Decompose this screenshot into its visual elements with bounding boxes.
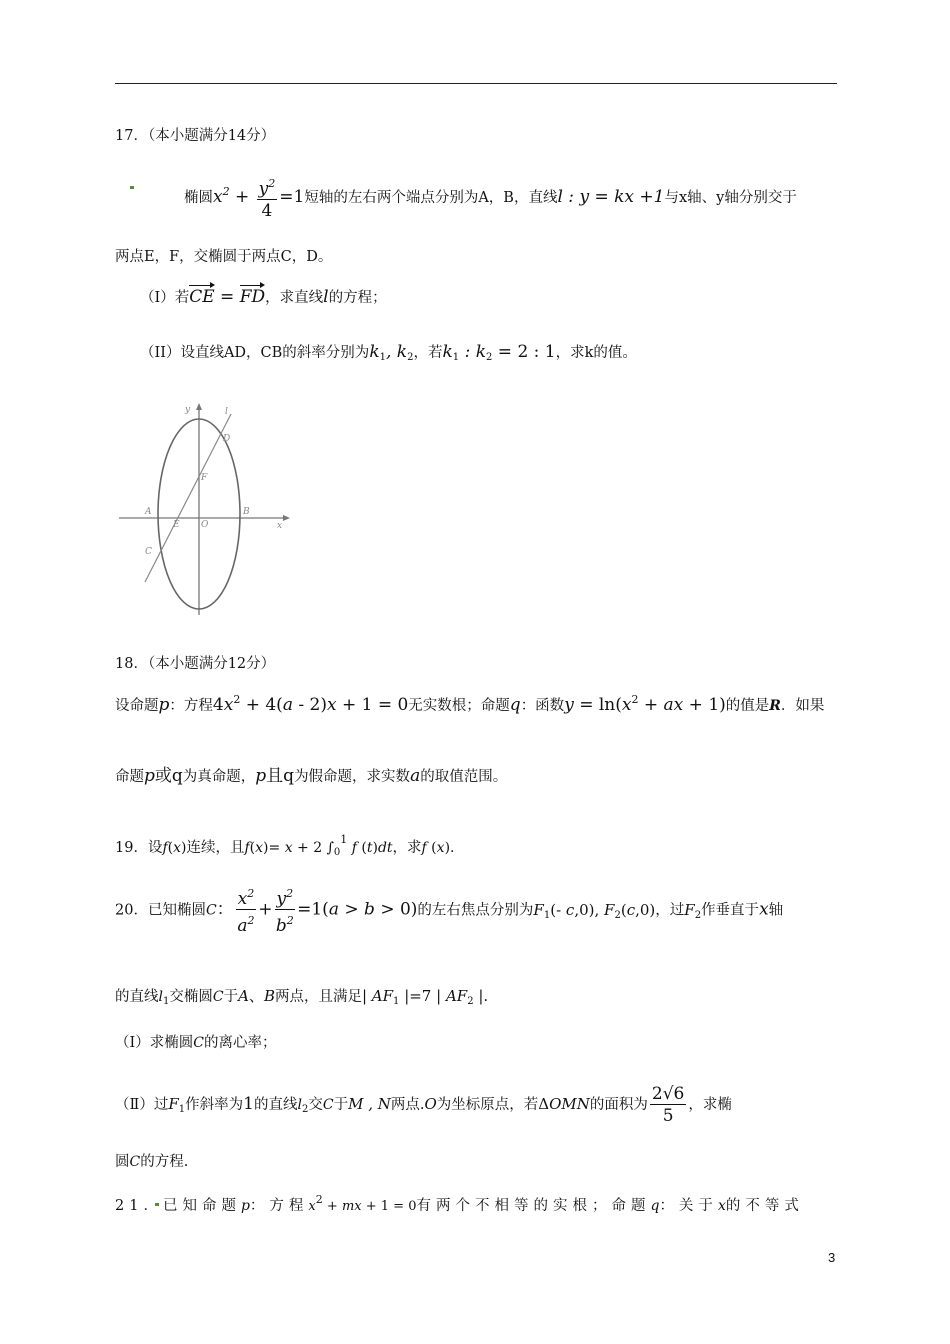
q19-text: 连续，且 <box>186 840 245 856</box>
math-mn: M , N <box>348 1095 391 1113</box>
math-q: q <box>650 1198 660 1214</box>
q18-text: 的取值范围。 <box>420 769 508 785</box>
math-triangle-omn: ΔOMN <box>538 1095 590 1113</box>
q17-part-2 <box>140 342 837 368</box>
math-fx-2: f (x). <box>421 840 455 856</box>
math-f1: $F_1$ <box>168 1095 186 1115</box>
q18-text: 为真命题， <box>182 769 256 785</box>
math-x: x <box>717 1198 726 1214</box>
q17-text: （I）若 <box>140 290 190 306</box>
q20-text: 的面积为 <box>589 1097 648 1113</box>
math-p-and-q: p且q <box>255 766 295 786</box>
math-function: $y = \ln(x^2$ + ax + 1) <box>564 693 726 715</box>
math-fraction: $\frac{y^2}{4}$ <box>257 174 278 222</box>
y-axis-arrow-icon <box>196 403 202 410</box>
math-c: C <box>205 902 217 919</box>
q20-text: 的方程. <box>140 1154 189 1170</box>
x-axis-arrow-icon <box>283 515 290 521</box>
q21-text: 的不等式 <box>725 1198 804 1214</box>
math-equation-21: $x^2$ + mx + 1 = 0 <box>308 1193 417 1214</box>
math-ellipse: $x^2$ + <box>213 185 255 207</box>
math-ratio: $k_1$ : $k_2 = 2$ : 1 <box>442 342 556 363</box>
ellipse-figure <box>115 400 295 620</box>
q18-text: 设命题 <box>115 698 159 714</box>
q18-text: 命题 <box>115 769 144 785</box>
q19-text: 19．设 <box>115 840 163 856</box>
q20-line-2 <box>115 986 837 1012</box>
label-a: A <box>145 507 152 517</box>
math-eq: =1 <box>279 187 305 207</box>
q20-text: 于 <box>223 989 239 1005</box>
math-p: p <box>240 1198 250 1214</box>
math-fx: f <box>162 840 168 856</box>
q20-text: 的直线 <box>253 1097 298 1113</box>
q21-text: 21．已知命题 <box>115 1198 241 1214</box>
q18-text: ．如果 <box>780 698 825 714</box>
math-a: a <box>410 766 421 786</box>
header-rule <box>115 83 837 84</box>
q20-line-5 <box>115 1152 837 1172</box>
q20-text: 交 <box>308 1097 323 1113</box>
label-o: O <box>201 520 209 530</box>
q17-line-1 <box>184 168 837 222</box>
label-f: F <box>201 473 208 483</box>
q21-text: ：方程 <box>249 1198 309 1214</box>
q20-text: ，求椭 <box>688 1097 732 1113</box>
q20-text: 的离心率； <box>203 1035 277 1051</box>
q21-text: 有两个不相等的实根；命题 <box>416 1198 651 1214</box>
label-e: E <box>173 520 180 530</box>
q17-text: ，若 <box>413 345 443 361</box>
q17-line-2: 两点E，F，交椭圆于两点C，D。 <box>115 249 333 265</box>
q20-text: 的左右焦点分别为 <box>417 902 534 919</box>
vector-fd: FD <box>240 283 265 307</box>
q20-text: 两点. <box>390 1097 425 1113</box>
q18-header: 18．（本小题满分12分） <box>115 656 276 672</box>
math-q: q <box>509 695 521 715</box>
q18-text: ：函数 <box>520 698 565 714</box>
math-f2: $F_2$ <box>684 900 702 921</box>
q20-text: 20．已知椭圆 <box>115 902 206 919</box>
q18-line-2 <box>115 766 837 787</box>
math-equation: $4x^2 + 4(a - 2)x + 1 = 0$ <box>212 693 409 715</box>
marker-dot <box>130 186 134 189</box>
math-x: x <box>759 899 769 920</box>
q21-line <box>115 1190 837 1217</box>
q20-text: （Ⅱ）过 <box>115 1097 169 1113</box>
q20-text: （Ⅰ）求椭圆 <box>115 1035 194 1051</box>
math-frac-y: $\frac{y^2}{b^2}$ <box>275 884 296 937</box>
q18-text: 为假命题，求实数 <box>294 769 411 785</box>
q20-text: 作垂直于 <box>701 902 760 919</box>
q17-text: 与x轴、y轴分别交于 <box>664 190 797 206</box>
q20-text: ，过 <box>655 902 685 919</box>
q20-text: 两点，且满足 <box>274 989 362 1005</box>
math-o: O <box>424 1095 437 1113</box>
q17-text: ，求直线 <box>265 290 324 306</box>
q17-text: 椭圆 <box>184 190 213 206</box>
math-c: C <box>129 1154 141 1170</box>
q18-text: 无实数根；命题 <box>408 698 510 714</box>
label-x: x <box>277 521 283 531</box>
math-k1k2: $k_1$, $k_2$ <box>369 342 414 363</box>
q17-text: ，求k的值。 <box>555 345 637 361</box>
math-ab: A、B <box>238 987 275 1005</box>
q17-text: （II）设直线AD，CB的斜率分别为 <box>140 345 370 361</box>
q20-text: 于 <box>333 1097 349 1113</box>
q17-part-1: （I）若CE = FD，求直线l的方程； <box>140 283 837 308</box>
q18-text: ：方程 <box>169 698 213 714</box>
q20-line-1: 20．已知椭圆C： $\frac{x^2}{a^2}$ + $\frac{y^2}{b^2}$ =1(a > b > 0)的左右焦点分别为$F_1(-$ c,0), $F_2(c,0)$，过$F_2$作垂直于x轴 <box>115 884 837 940</box>
math-p: p <box>158 695 170 715</box>
q17-text: 短轴的左右两个端点分别为A，B，直线 <box>304 190 558 206</box>
q20-text: 的直线 <box>115 989 159 1005</box>
q17-header: 17．（本小题满分14分） <box>115 128 276 144</box>
math-c: C <box>212 989 224 1005</box>
q18-line-1 <box>115 690 837 716</box>
q17-text: 的方程； <box>328 290 387 306</box>
math-slope-1: 1 <box>243 1094 254 1114</box>
math-r: R <box>769 698 781 714</box>
math-foci: $F_1(-$ c,0), $F_2(c,0)$ <box>533 900 656 921</box>
math-l1: $l_1$ <box>158 989 170 1007</box>
math-l2: $l_2$ <box>297 1097 309 1115</box>
label-b: B <box>243 507 250 517</box>
q20-text: 为坐标原点，若 <box>436 1097 539 1113</box>
label-y: y <box>185 405 191 415</box>
q20-text: 圆 <box>115 1154 130 1170</box>
math-c: C <box>322 1097 334 1113</box>
q18-text: 的值是 <box>725 698 770 714</box>
math-af-condition: | $AF_1$ |=7 | $AF_2$ |. <box>361 987 489 1007</box>
math-area-fraction: $\frac{2√6}{5}$ <box>651 1083 685 1126</box>
q19-text: ，求 <box>392 840 422 856</box>
math-p-or-q: p或q <box>144 766 183 786</box>
math-c: C <box>193 1035 204 1051</box>
q20-text: 轴 <box>768 902 784 919</box>
q20-line-3 <box>115 1033 837 1053</box>
q20-line-4 <box>115 1080 837 1134</box>
label-d: D <box>223 434 231 444</box>
page-number: 3 <box>828 1250 836 1265</box>
q20-text: 作斜率为 <box>185 1097 244 1113</box>
math-l: l <box>323 287 329 307</box>
q21-text: ：关于 <box>659 1198 718 1214</box>
vector-ce: CE <box>189 283 214 307</box>
math-integral-equation: f(x)= x + 2 $\int_0^1$ f (t)dt <box>244 833 393 858</box>
label-l: l <box>225 407 228 417</box>
math-frac-x: $\frac{x^2}{a^2}$ <box>236 884 257 937</box>
label-c: C <box>145 547 152 557</box>
math-line: l : y = kx +1 <box>557 187 665 207</box>
math-condition: =1(a > b > 0) <box>297 899 418 920</box>
q19-line: 19．设f(x)连续，且f(x)= x + 2 $\int_0^1$ f (t)dt，求f (x). <box>115 833 455 858</box>
q20-text: 交椭圆 <box>169 989 213 1005</box>
